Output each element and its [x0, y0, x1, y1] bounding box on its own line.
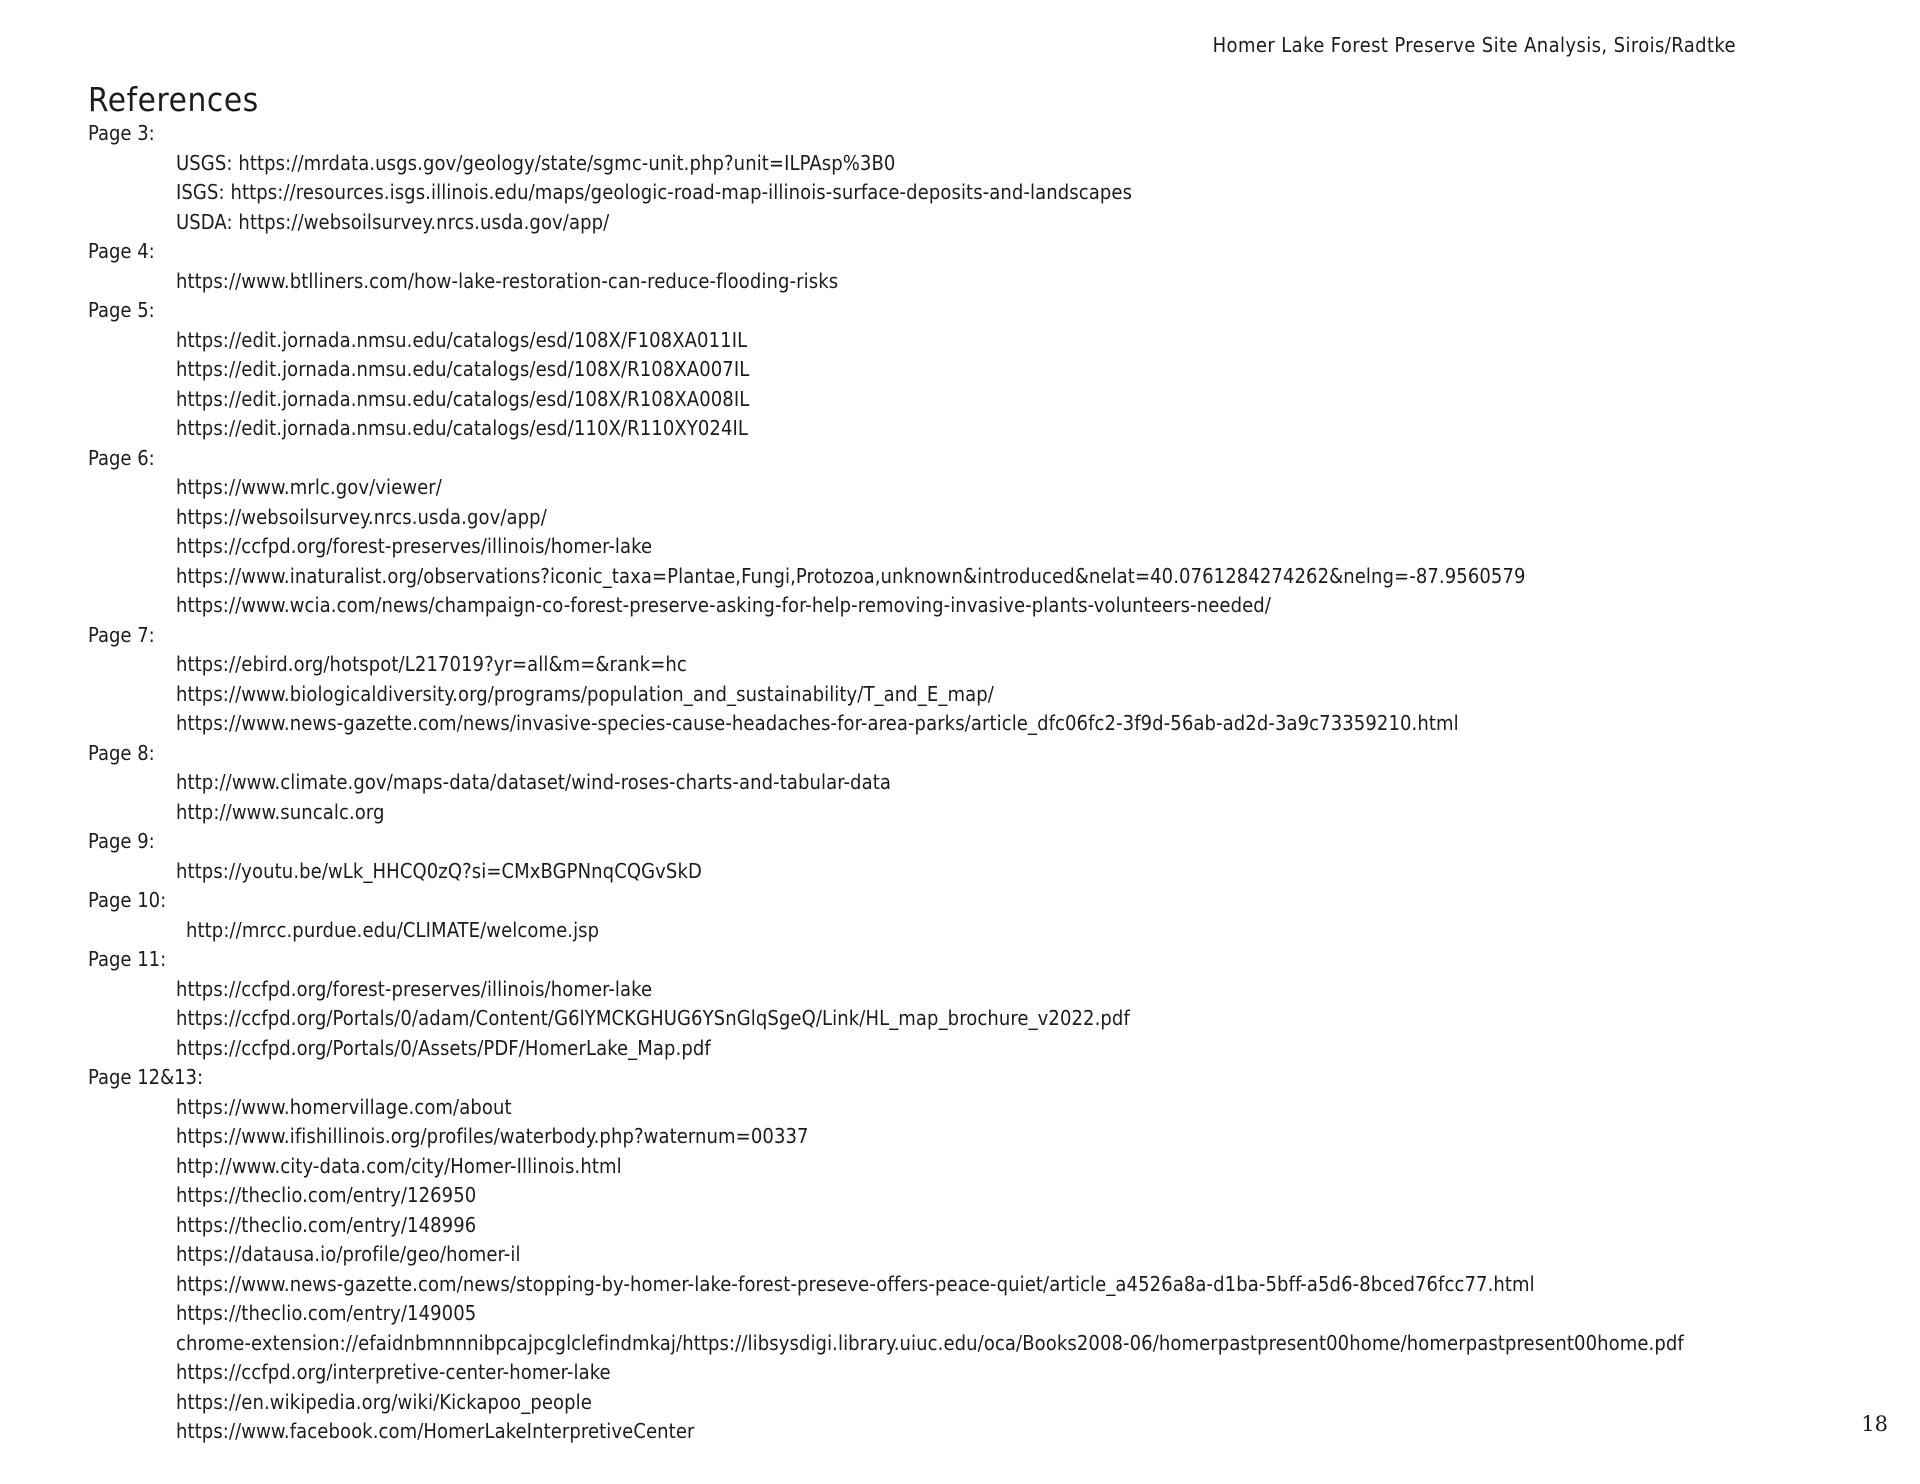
reference-link[interactable]: https://ccfpd.org/forest-preserves/illinois/homer-lake	[176, 976, 653, 1001]
reference-link[interactable]: https://edit.jornada.nmsu.edu/catalogs/esd/110X/R110XY024IL	[176, 416, 749, 440]
reference-link[interactable]: https://www.news-gazette.com/news/invasive-species-cause-headaches-for-area-parks/article_dfc06fc2-3f9d-56ab-ad2d-3a9c73359210.html	[176, 711, 1459, 735]
reference-link[interactable]: https://youtu.be/wLk_HHCQ0zQ?si=CMxBGPNnqCQGvSkD	[176, 858, 702, 883]
reference-link[interactable]: https://ccfpd.org/forest-preserves/illinois/homer-lake	[176, 534, 653, 558]
reference-link[interactable]: USDA: https://websoilsurvey.nrcs.usda.gov/app/	[176, 209, 610, 234]
reference-group	[88, 827, 1788, 886]
reference-link[interactable]: https://theclio.com/entry/126950	[176, 1183, 477, 1207]
reference-group	[88, 444, 1788, 621]
reference-link[interactable]: https://www.biologicaldiversity.org/programs/population_and_sustainability/T_and_E_map/	[176, 681, 994, 706]
reference-group-label: Page 7:	[88, 622, 155, 647]
reference-group-label: Page 5:	[88, 298, 155, 322]
reference-link[interactable]: https://ccfpd.org/Portals/0/adam/Content/G6lYMCKGHUG6YSnGlqSgeQ/Link/HL_map_brochure_v2022.pdf	[176, 1006, 1130, 1030]
reference-link[interactable]: https://datausa.io/profile/geo/homer-il	[176, 1242, 521, 1266]
reference-link[interactable]: https://www.wcia.com/news/champaign-co-forest-preserve-asking-for-help-removing-invasive-plants-volunteers-needed/	[176, 593, 1271, 617]
reference-group	[88, 237, 1788, 296]
reference-link[interactable]: http://www.city-data.com/city/Homer-Illinois.html	[176, 1153, 622, 1178]
reference-group-label: Page 8:	[88, 740, 155, 765]
reference-link[interactable]: ISGS: https://resources.isgs.illinois.edu/maps/geologic-road-map-illinois-surface-deposits-and-landscapes	[176, 180, 1133, 204]
reference-link[interactable]: http://www.climate.gov/maps-data/dataset/wind-roses-charts-and-tabular-data	[176, 770, 891, 794]
reference-link[interactable]: chrome-extension://efaidnbmnnnibpcajpcglclefindmkaj/https://libsysdigi.library.uiuc.edu/oca/Books2008-06/homerpastpresent00home/homerpastpresent00home.pdf	[176, 1330, 1684, 1355]
reference-link[interactable]: https://www.ifishillinois.org/profiles/waterbody.php?waternum=00337	[176, 1124, 809, 1148]
reference-link[interactable]: https://edit.jornada.nmsu.edu/catalogs/esd/108X/R108XA008IL	[176, 386, 750, 411]
reference-group-label: Page 9:	[88, 829, 155, 853]
reference-group	[88, 886, 1788, 945]
reference-link[interactable]: https://edit.jornada.nmsu.edu/catalogs/esd/108X/F108XA011IL	[176, 327, 748, 352]
reference-group	[88, 296, 1788, 444]
reference-link[interactable]: https://www.facebook.com/HomerLakeInterpretiveCenter	[176, 1419, 695, 1443]
running-header: Homer Lake Forest Preserve Site Analysis, Sirois/Radtke	[1212, 33, 1736, 57]
reference-link[interactable]: https://www.homervillage.com/about	[176, 1094, 512, 1119]
reference-link[interactable]: https://ccfpd.org/interpretive-center-homer-lake	[176, 1360, 611, 1384]
reference-link[interactable]: http://www.suncalc.org	[176, 799, 385, 824]
page-number: 18	[1861, 1412, 1888, 1436]
reference-link[interactable]: https://edit.jornada.nmsu.edu/catalogs/esd/108X/R108XA007IL	[176, 357, 750, 381]
reference-group	[88, 1063, 1788, 1447]
reference-group-label: Page 4:	[88, 239, 155, 263]
reference-link[interactable]: http://mrcc.purdue.edu/CLIMATE/welcome.jsp	[186, 917, 600, 942]
reference-link[interactable]: https://www.btlliners.com/how-lake-restoration-can-reduce-flooding-risks	[176, 268, 839, 293]
reference-link[interactable]: USGS: https://mrdata.usgs.gov/geology/state/sgmc-unit.php?unit=ILPAsp%3B0	[176, 150, 896, 175]
reference-group	[88, 739, 1788, 828]
reference-link[interactable]: https://en.wikipedia.org/wiki/Kickapoo_people	[176, 1389, 592, 1414]
reference-group-label: Page 6:	[88, 445, 155, 470]
reference-group	[88, 119, 1788, 237]
reference-link[interactable]: https://websoilsurvey.nrcs.usda.gov/app/	[176, 504, 547, 529]
reference-link[interactable]: https://www.inaturalist.org/observations?iconic_taxa=Plantae,Fungi,Protozoa,unknown&introduced&nelat=40.0761284274262&nelng=-87.9560579	[176, 563, 1526, 588]
reference-group-label: Page 3:	[88, 121, 155, 145]
reference-group-label: Page 11:	[88, 947, 167, 971]
reference-link[interactable]: https://theclio.com/entry/149005	[176, 1301, 477, 1325]
page-title: References	[88, 80, 259, 119]
reference-group-label: Page 12&13:	[88, 1065, 204, 1089]
reference-link[interactable]: https://theclio.com/entry/148996	[176, 1212, 477, 1237]
reference-link[interactable]: https://www.mrlc.gov/viewer/	[176, 475, 442, 499]
references-list	[88, 119, 1788, 1447]
reference-link[interactable]: https://www.news-gazette.com/news/stopping-by-homer-lake-forest-preseve-offers-peace-quiet/article_a4526a8a-d1ba-5bff-a5d6-8bced76fcc77.html	[176, 1271, 1535, 1296]
reference-link[interactable]: https://ccfpd.org/Portals/0/Assets/PDF/HomerLake_Map.pdf	[176, 1035, 711, 1060]
reference-link[interactable]: https://ebird.org/hotspot/L217019?yr=all&m=&rank=hc	[176, 652, 687, 676]
reference-group-label: Page 10:	[88, 888, 167, 912]
reference-group	[88, 945, 1788, 1063]
reference-group	[88, 621, 1788, 739]
